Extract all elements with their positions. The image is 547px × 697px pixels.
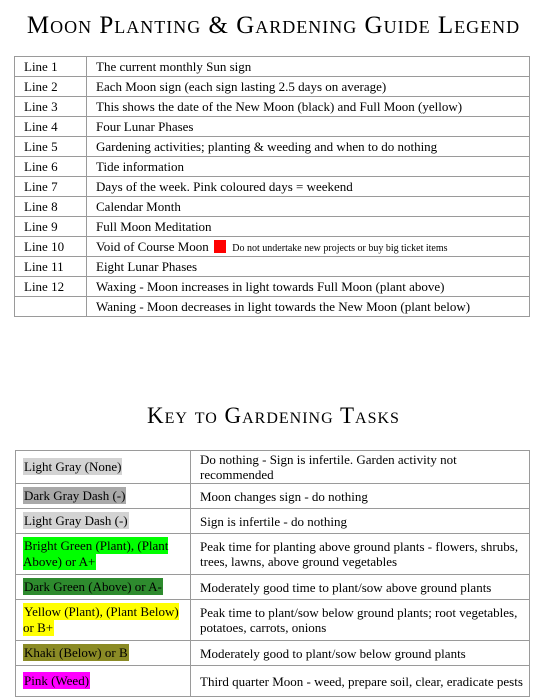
legend-row <box>15 297 530 317</box>
legend-table <box>14 56 530 317</box>
line-description: Four Lunar Phases <box>87 117 530 137</box>
line-description: Eight Lunar Phases <box>87 257 530 277</box>
task-key-cell <box>16 666 191 697</box>
task-key-cell <box>16 575 191 600</box>
task-key: Light Gray (None) <box>24 459 122 474</box>
legend-row <box>15 217 530 237</box>
void-description: Void of Course Moon <box>96 238 209 254</box>
void-color-swatch <box>214 240 226 253</box>
task-key-cell <box>16 451 191 484</box>
task-description: Moderately good to plant/sow below ground plants <box>191 641 530 666</box>
line-label: Line 2 <box>15 77 87 97</box>
task-description: Do nothing - Sign is infertile. Garden activity not recommended <box>191 451 530 484</box>
task-row <box>16 484 530 509</box>
line-description: This shows the date of the New Moon (black) and Full Moon (yellow) <box>87 97 530 117</box>
task-key-cell <box>16 484 191 509</box>
void-note: Do not undertake new projects or buy big ticket items <box>232 242 448 254</box>
task-key: Light Gray Dash (-) <box>24 513 128 528</box>
task-row <box>16 600 530 641</box>
line-description: Days of the week. Pink coloured days = weekend <box>87 177 530 197</box>
legend-row <box>15 77 530 97</box>
task-key: Pink (Weed) <box>24 673 90 688</box>
task-description: Moderately good time to plant/sow above ground plants <box>191 575 530 600</box>
task-description: Peak time to plant/sow below ground plants; root vegetables, potatoes, carrots, onions <box>191 600 530 641</box>
legend-row <box>15 57 530 77</box>
task-description: Sign is infertile - do nothing <box>191 509 530 534</box>
line-label: Line 11 <box>15 257 87 277</box>
task-row <box>16 509 530 534</box>
task-key: Yellow (Plant), (Plant Below) or B+ <box>23 604 179 635</box>
line-label: Line 5 <box>15 137 87 157</box>
tasks-table <box>15 450 530 697</box>
task-row <box>16 534 530 575</box>
legend-row <box>15 117 530 137</box>
task-row <box>16 575 530 600</box>
line-label: Line 6 <box>15 157 87 177</box>
legend-row <box>15 237 530 257</box>
task-key-cell <box>16 534 191 575</box>
legend-row <box>15 97 530 117</box>
line-description: The current monthly Sun sign <box>87 57 530 77</box>
line-label: Line 10 <box>15 237 87 257</box>
line-description: Tide information <box>87 157 530 177</box>
legend-row <box>15 257 530 277</box>
task-description: Third quarter Moon - weed, prepare soil, clear, eradicate pests <box>191 666 530 697</box>
task-key: Dark Green (Above) or A- <box>24 579 162 594</box>
line-label: Line 1 <box>15 57 87 77</box>
legend-row <box>15 137 530 157</box>
line-description: Calendar Month <box>87 197 530 217</box>
line-label: Line 9 <box>15 217 87 237</box>
task-description: Moon changes sign - do nothing <box>191 484 530 509</box>
legend-row <box>15 277 530 297</box>
legend-row <box>15 177 530 197</box>
line-label <box>15 297 87 317</box>
task-key: Dark Gray Dash (-) <box>24 488 126 503</box>
line-description: Each Moon sign (each sign lasting 2.5 days on average) <box>87 77 530 97</box>
legend-title: Moon Planting & Gardening Guide Legend <box>26 12 521 39</box>
line-label: Line 4 <box>15 117 87 137</box>
task-key-cell <box>16 509 191 534</box>
line-label: Line 7 <box>15 177 87 197</box>
task-row <box>16 666 530 697</box>
tasks-title: Key to Gardening Tasks <box>147 403 400 428</box>
line-description: Full Moon Meditation <box>87 217 530 237</box>
legend-row <box>15 157 530 177</box>
task-key: Khaki (Below) or B <box>24 645 128 660</box>
task-description: Peak time for planting above ground plants - flowers, shrubs, trees, lawns, above ground vegetables <box>191 534 530 575</box>
line-description <box>87 237 530 257</box>
line-label: Line 8 <box>15 197 87 217</box>
line-description: Waning - Moon decreases in light towards the New Moon (plant below) <box>87 297 530 317</box>
line-description: Gardening activities; planting & weeding and when to do nothing <box>87 137 530 157</box>
legend-row <box>15 197 530 217</box>
task-row <box>16 451 530 484</box>
task-key: Bright Green (Plant), (Plant Above) or A+ <box>23 538 169 569</box>
task-row <box>16 641 530 666</box>
task-key-cell <box>16 600 191 641</box>
line-label: Line 3 <box>15 97 87 117</box>
line-description: Waxing - Moon increases in light towards Full Moon (plant above) <box>87 277 530 297</box>
task-key-cell <box>16 641 191 666</box>
line-label: Line 12 <box>15 277 87 297</box>
